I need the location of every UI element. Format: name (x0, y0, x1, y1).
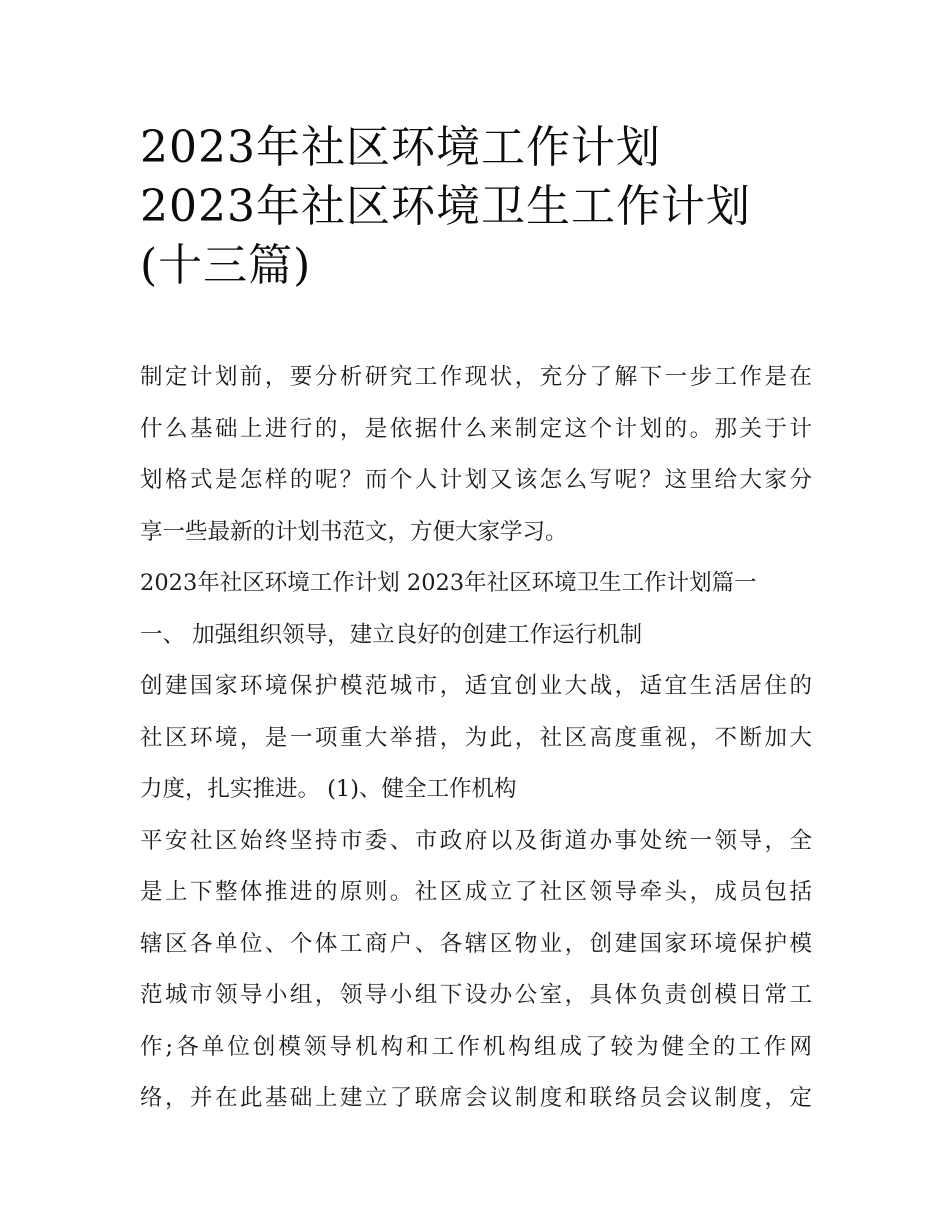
text-line: 辖区各单位、个体工商户、各辖区物业，创建国家环境保护模 (140, 930, 812, 957)
document-page (140, 0, 812, 1229)
text-line: 划格式是怎样的呢？而个人计划又该怎么写呢？这里给大家分 (140, 467, 812, 493)
text-line: 享一些最新的计划书范文，方便大家学习。 (140, 518, 568, 545)
text-line: 范城市领导小组，领导小组下设办公室，具体负责创模日常工 (140, 982, 812, 1008)
title-line-1: 2023年社区环境工作计划 (140, 122, 661, 173)
paragraph-body-2 (140, 816, 812, 1125)
paragraph-body-1 (140, 661, 812, 816)
text-line: 创建国家环境保护模范城市，适宜创业大战，适宜生活居住的 (140, 673, 812, 699)
text-line: 力度，扎实推进。 (1)、健全工作机构 (140, 776, 517, 802)
text-line: 什么基础上进行的，是依据什么来制定这个计划的。那关于计 (140, 415, 812, 442)
title-line-3: (十三篇) (140, 240, 312, 291)
paragraph-subheading (140, 610, 812, 662)
text-line: 平安社区始终坚持市委、市政府以及街道办事处统一领导，全 (140, 827, 812, 854)
title-line-2: 2023年社区环境卫生工作计划 (140, 181, 751, 232)
text-line: 是上下整体推进的原则。社区成立了社区领导牵头，成员包括 (140, 879, 812, 905)
text-line: 一、 加强组织领导，建立良好的创建工作运行机制 (140, 621, 643, 648)
document-title (140, 118, 812, 295)
text-line: 作;各单位创模领导机构和工作机构组成了较为健全的工作网 (140, 1033, 812, 1060)
text-line: 制定计划前，要分析研究工作现状，充分了解下一步工作是在 (140, 364, 812, 390)
paragraph-intro (140, 352, 812, 558)
text-line: 社区环境，是一项重大举措，为此，社区高度重视，不断加大 (140, 724, 812, 751)
text-line: 络，并在此基础上建立了联席会议制度和联络员会议制度，定 (140, 1085, 812, 1111)
text-line: 2023年社区环境工作计划 2023年社区环境卫生工作计划篇一 (140, 570, 757, 596)
paragraph-section-heading (140, 558, 812, 610)
document-body (140, 352, 812, 1125)
